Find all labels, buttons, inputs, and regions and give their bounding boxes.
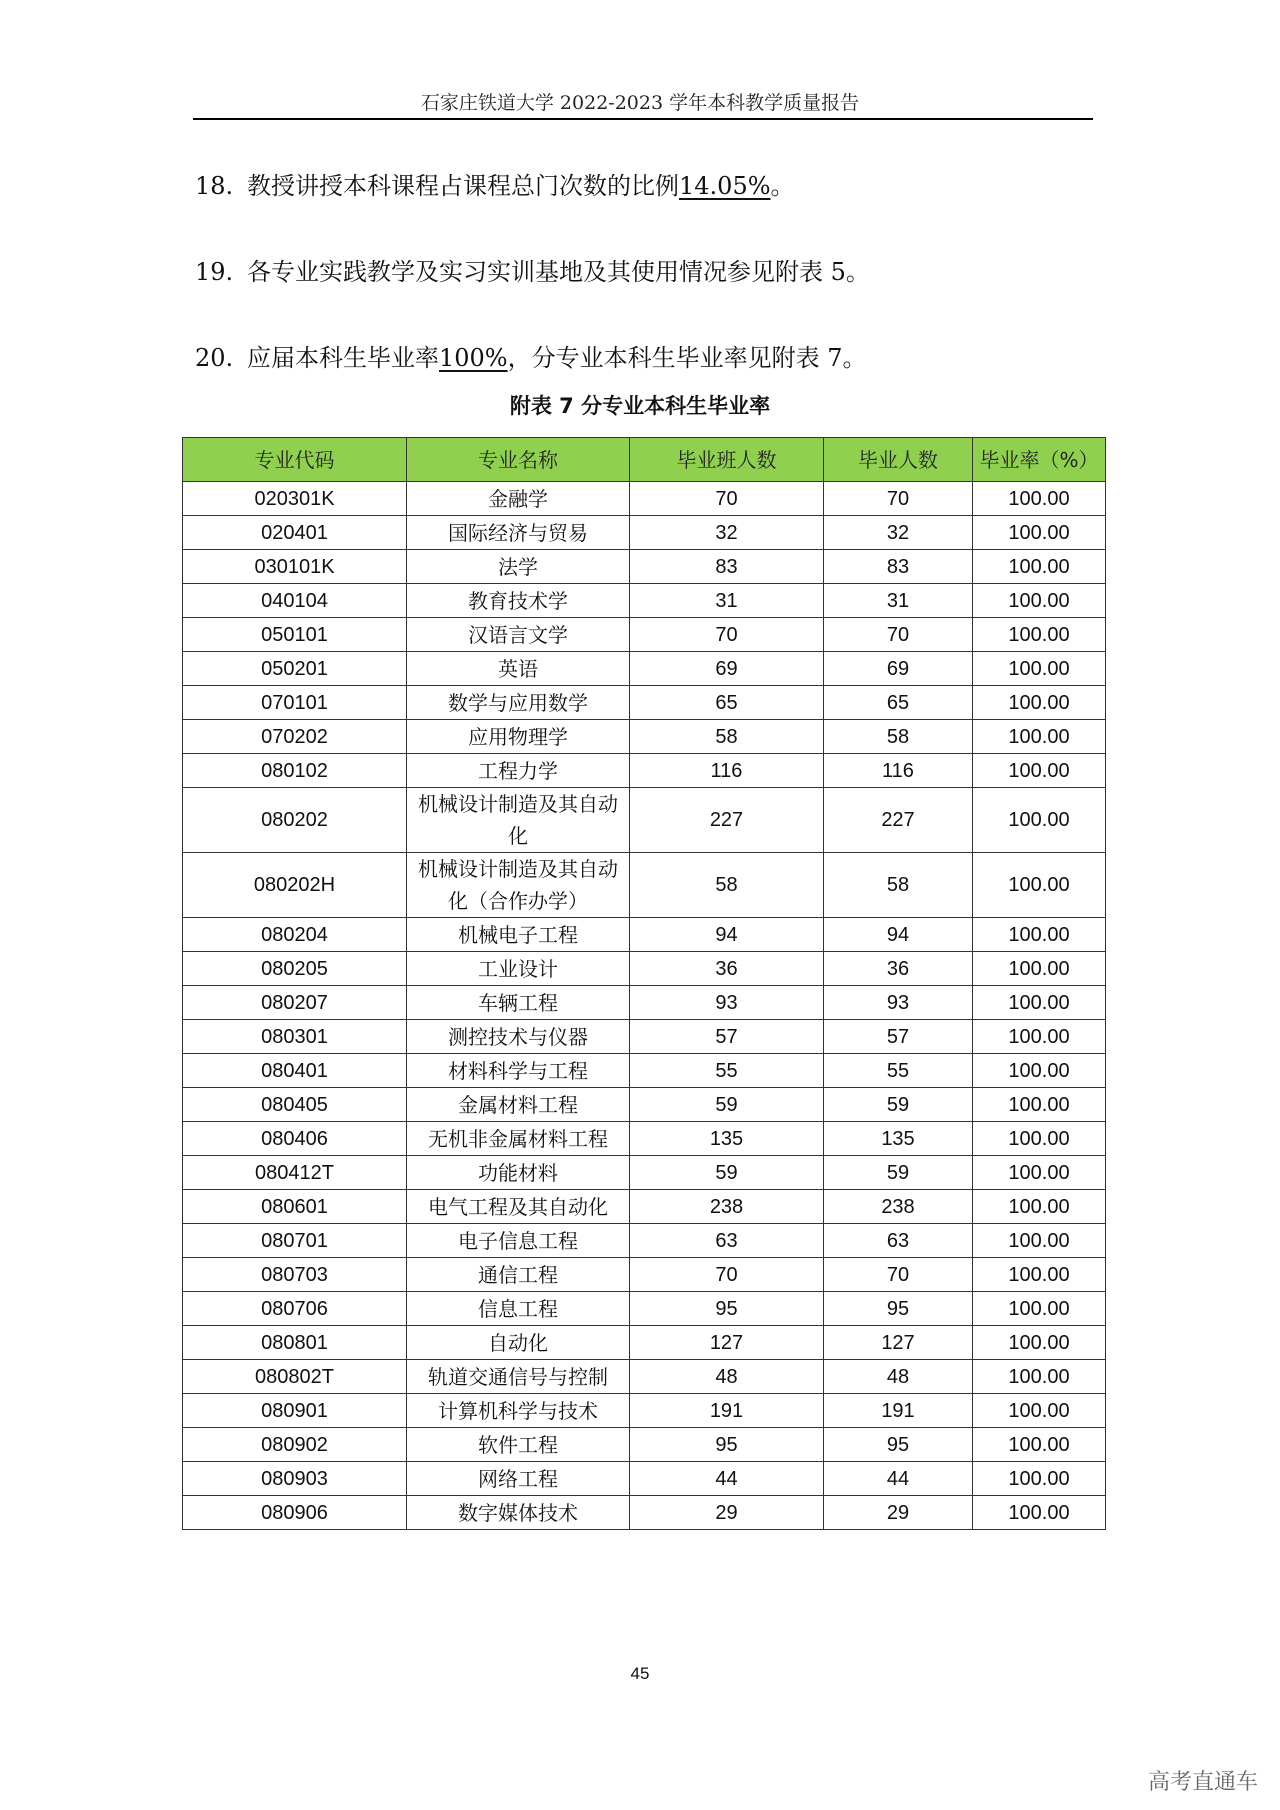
table-row <box>183 1156 1106 1190</box>
cell-graduates: 116 <box>824 754 973 788</box>
table-row <box>183 550 1106 584</box>
cell-rate: 100.00 <box>973 1326 1106 1360</box>
cell-major-name: 车辆工程 <box>407 986 630 1020</box>
cell-class-size: 29 <box>630 1496 824 1530</box>
cell-graduates: 127 <box>824 1326 973 1360</box>
table-row <box>183 1020 1106 1054</box>
item-value: 100% <box>439 344 508 372</box>
cell-graduates: 70 <box>824 618 973 652</box>
cell-major-name: 通信工程 <box>407 1258 630 1292</box>
cell-rate: 100.00 <box>973 1360 1106 1394</box>
column-header-rate: 毕业率（%） <box>973 438 1106 482</box>
table-body <box>183 482 1106 1530</box>
cell-class-size: 127 <box>630 1326 824 1360</box>
table-row <box>183 584 1106 618</box>
cell-major-name: 软件工程 <box>407 1428 630 1462</box>
cell-class-size: 63 <box>630 1224 824 1258</box>
cell-graduates: 58 <box>824 720 973 754</box>
cell-rate: 100.00 <box>973 1088 1106 1122</box>
cell-major-code: 080202H <box>183 853 407 918</box>
cell-rate: 100.00 <box>973 1156 1106 1190</box>
cell-class-size: 57 <box>630 1020 824 1054</box>
item-text-after: ，分专业本科生毕业率见附表 7。 <box>507 344 867 372</box>
cell-class-size: 59 <box>630 1088 824 1122</box>
table-row <box>183 1292 1106 1326</box>
cell-class-size: 58 <box>630 720 824 754</box>
table-row <box>183 1360 1106 1394</box>
item-18 <box>195 166 795 201</box>
item-value: 14.05% <box>679 172 771 200</box>
cell-rate: 100.00 <box>973 1496 1106 1530</box>
item-20 <box>195 338 867 373</box>
cell-major-name: 金融学 <box>407 482 630 516</box>
cell-class-size: 69 <box>630 652 824 686</box>
cell-class-size: 31 <box>630 584 824 618</box>
cell-class-size: 36 <box>630 952 824 986</box>
cell-class-size: 44 <box>630 1462 824 1496</box>
cell-major-name: 材料科学与工程 <box>407 1054 630 1088</box>
header-divider <box>193 118 1093 120</box>
cell-major-name: 法学 <box>407 550 630 584</box>
cell-class-size: 95 <box>630 1292 824 1326</box>
cell-rate: 100.00 <box>973 754 1106 788</box>
cell-major-name: 信息工程 <box>407 1292 630 1326</box>
cell-major-name: 工程力学 <box>407 754 630 788</box>
table-row <box>183 853 1106 918</box>
cell-graduates: 32 <box>824 516 973 550</box>
cell-major-code: 040104 <box>183 584 407 618</box>
cell-class-size: 59 <box>630 1156 824 1190</box>
cell-graduates: 58 <box>824 853 973 918</box>
cell-major-name: 英语 <box>407 652 630 686</box>
item-number: 18. <box>195 172 234 200</box>
cell-rate: 100.00 <box>973 1190 1106 1224</box>
cell-graduates: 70 <box>824 1258 973 1292</box>
table-row <box>183 918 1106 952</box>
cell-major-name: 国际经济与贸易 <box>407 516 630 550</box>
table-row <box>183 754 1106 788</box>
cell-major-name: 功能材料 <box>407 1156 630 1190</box>
table-header-row <box>183 438 1106 482</box>
cell-major-code: 020401 <box>183 516 407 550</box>
cell-graduates: 83 <box>824 550 973 584</box>
cell-major-name: 工业设计 <box>407 952 630 986</box>
cell-class-size: 70 <box>630 618 824 652</box>
cell-major-code: 080207 <box>183 986 407 1020</box>
cell-major-code: 070202 <box>183 720 407 754</box>
graduation-rate-table <box>182 437 1106 1530</box>
cell-class-size: 94 <box>630 918 824 952</box>
cell-rate: 100.00 <box>973 1292 1106 1326</box>
table-row <box>183 1088 1106 1122</box>
cell-major-code: 080902 <box>183 1428 407 1462</box>
cell-class-size: 191 <box>630 1394 824 1428</box>
cell-class-size: 58 <box>630 853 824 918</box>
table-row <box>183 516 1106 550</box>
page-number: 45 <box>630 1664 650 1683</box>
cell-graduates: 59 <box>824 1156 973 1190</box>
cell-rate: 100.00 <box>973 1462 1106 1496</box>
cell-major-name: 机械设计制造及其自动化 <box>407 788 630 853</box>
cell-class-size: 116 <box>630 754 824 788</box>
cell-major-code: 080706 <box>183 1292 407 1326</box>
cell-graduates: 59 <box>824 1088 973 1122</box>
table-row <box>183 1190 1106 1224</box>
item-number: 19. <box>195 258 234 286</box>
item-text: 教授讲授本科课程占课程总门次数的比例 <box>247 172 679 200</box>
cell-major-code: 050201 <box>183 652 407 686</box>
cell-major-code: 030101K <box>183 550 407 584</box>
cell-major-code: 080903 <box>183 1462 407 1496</box>
cell-rate: 100.00 <box>973 1054 1106 1088</box>
cell-major-code: 080102 <box>183 754 407 788</box>
cell-class-size: 135 <box>630 1122 824 1156</box>
cell-class-size: 70 <box>630 1258 824 1292</box>
cell-rate: 100.00 <box>973 1020 1106 1054</box>
cell-rate: 100.00 <box>973 482 1106 516</box>
cell-graduates: 135 <box>824 1122 973 1156</box>
cell-rate: 100.00 <box>973 550 1106 584</box>
table-row <box>183 1054 1106 1088</box>
table-row <box>183 652 1106 686</box>
cell-major-code: 050101 <box>183 618 407 652</box>
cell-major-name: 测控技术与仪器 <box>407 1020 630 1054</box>
cell-graduates: 44 <box>824 1462 973 1496</box>
column-header-name: 专业名称 <box>407 438 630 482</box>
cell-class-size: 32 <box>630 516 824 550</box>
cell-major-name: 机械电子工程 <box>407 918 630 952</box>
cell-major-name: 电子信息工程 <box>407 1224 630 1258</box>
cell-class-size: 83 <box>630 550 824 584</box>
cell-class-size: 65 <box>630 686 824 720</box>
cell-graduates: 65 <box>824 686 973 720</box>
cell-major-code: 080906 <box>183 1496 407 1530</box>
cell-graduates: 36 <box>824 952 973 986</box>
cell-graduates: 55 <box>824 1054 973 1088</box>
cell-graduates: 29 <box>824 1496 973 1530</box>
watermark: 高考直通车 <box>1147 1770 1258 1795</box>
cell-rate: 100.00 <box>973 652 1106 686</box>
column-header-class-size: 毕业班人数 <box>630 438 824 482</box>
cell-graduates: 48 <box>824 1360 973 1394</box>
table-row <box>183 952 1106 986</box>
cell-graduates: 63 <box>824 1224 973 1258</box>
cell-class-size: 48 <box>630 1360 824 1394</box>
table-row <box>183 1496 1106 1530</box>
cell-major-code: 080406 <box>183 1122 407 1156</box>
cell-major-code: 080802T <box>183 1360 407 1394</box>
table-row <box>183 618 1106 652</box>
cell-major-code: 080601 <box>183 1190 407 1224</box>
cell-class-size: 95 <box>630 1428 824 1462</box>
table-row <box>183 1326 1106 1360</box>
cell-class-size: 93 <box>630 986 824 1020</box>
cell-major-code: 080301 <box>183 1020 407 1054</box>
column-header-code: 专业代码 <box>183 438 407 482</box>
cell-graduates: 227 <box>824 788 973 853</box>
cell-major-name: 无机非金属材料工程 <box>407 1122 630 1156</box>
table-row <box>183 686 1106 720</box>
cell-major-name: 轨道交通信号与控制 <box>407 1360 630 1394</box>
table-row <box>183 1428 1106 1462</box>
column-header-graduates: 毕业人数 <box>824 438 973 482</box>
cell-major-name: 教育技术学 <box>407 584 630 618</box>
cell-major-name: 网络工程 <box>407 1462 630 1496</box>
cell-major-code: 080412T <box>183 1156 407 1190</box>
cell-major-code: 080405 <box>183 1088 407 1122</box>
cell-rate: 100.00 <box>973 618 1106 652</box>
cell-major-name: 数字媒体技术 <box>407 1496 630 1530</box>
cell-major-name: 计算机科学与技术 <box>407 1394 630 1428</box>
cell-graduates: 95 <box>824 1292 973 1326</box>
cell-rate: 100.00 <box>973 1428 1106 1462</box>
table-row <box>183 1122 1106 1156</box>
cell-major-code: 080401 <box>183 1054 407 1088</box>
cell-graduates: 70 <box>824 482 973 516</box>
table-row <box>183 1462 1106 1496</box>
cell-major-code: 020301K <box>183 482 407 516</box>
table-row <box>183 1224 1106 1258</box>
cell-graduates: 95 <box>824 1428 973 1462</box>
cell-rate: 100.00 <box>973 1224 1106 1258</box>
cell-graduates: 238 <box>824 1190 973 1224</box>
cell-rate: 100.00 <box>973 918 1106 952</box>
table-row <box>183 720 1106 754</box>
cell-rate: 100.00 <box>973 788 1106 853</box>
cell-rate: 100.00 <box>973 952 1106 986</box>
cell-rate: 100.00 <box>973 686 1106 720</box>
cell-rate: 100.00 <box>973 853 1106 918</box>
cell-graduates: 191 <box>824 1394 973 1428</box>
cell-major-code: 080703 <box>183 1258 407 1292</box>
cell-rate: 100.00 <box>973 986 1106 1020</box>
cell-graduates: 57 <box>824 1020 973 1054</box>
cell-rate: 100.00 <box>973 1122 1106 1156</box>
cell-major-code: 080801 <box>183 1326 407 1360</box>
cell-rate: 100.00 <box>973 1394 1106 1428</box>
item-text: 各专业实践教学及实习实训基地及其使用情况参见附表 5。 <box>247 258 870 286</box>
cell-graduates: 94 <box>824 918 973 952</box>
cell-major-code: 070101 <box>183 686 407 720</box>
cell-graduates: 69 <box>824 652 973 686</box>
cell-rate: 100.00 <box>973 1258 1106 1292</box>
table-row <box>183 1258 1106 1292</box>
cell-class-size: 227 <box>630 788 824 853</box>
table-row <box>183 788 1106 853</box>
cell-major-name: 自动化 <box>407 1326 630 1360</box>
cell-rate: 100.00 <box>973 584 1106 618</box>
cell-major-name: 应用物理学 <box>407 720 630 754</box>
cell-major-code: 080205 <box>183 952 407 986</box>
table-row <box>183 482 1106 516</box>
cell-class-size: 55 <box>630 1054 824 1088</box>
cell-graduates: 31 <box>824 584 973 618</box>
cell-major-code: 080204 <box>183 918 407 952</box>
cell-class-size: 238 <box>630 1190 824 1224</box>
cell-rate: 100.00 <box>973 720 1106 754</box>
cell-major-name: 机械设计制造及其自动化（合作办学） <box>407 853 630 918</box>
table-caption: 附表 7 分专业本科生毕业率 <box>509 394 771 418</box>
cell-major-name: 数学与应用数学 <box>407 686 630 720</box>
cell-major-name: 电气工程及其自动化 <box>407 1190 630 1224</box>
cell-major-code: 080202 <box>183 788 407 853</box>
cell-class-size: 70 <box>630 482 824 516</box>
cell-major-name: 金属材料工程 <box>407 1088 630 1122</box>
item-number: 20. <box>195 344 234 372</box>
cell-major-code: 080901 <box>183 1394 407 1428</box>
cell-graduates: 93 <box>824 986 973 1020</box>
cell-major-code: 080701 <box>183 1224 407 1258</box>
page-header-title: 石家庄铁道大学 2022-2023 学年本科教学质量报告 <box>420 92 860 114</box>
cell-major-name: 汉语言文学 <box>407 618 630 652</box>
item-19 <box>195 252 870 287</box>
item-text: 应届本科生毕业率 <box>247 344 439 372</box>
table-row <box>183 986 1106 1020</box>
item-text-after: 。 <box>770 172 795 200</box>
table-row <box>183 1394 1106 1428</box>
cell-rate: 100.00 <box>973 516 1106 550</box>
